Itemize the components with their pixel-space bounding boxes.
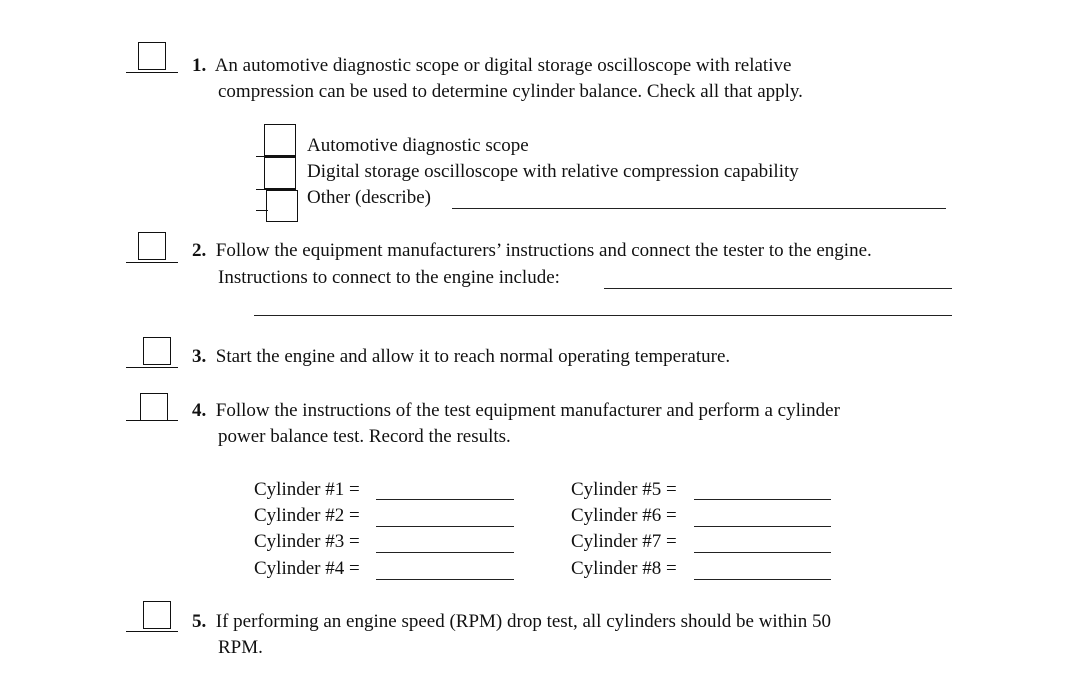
step-4-checkbox[interactable] [140, 393, 168, 421]
step-5-text-2: RPM. [218, 637, 263, 658]
cylinder-7-label: Cylinder #7 = [571, 531, 677, 552]
step-3-text-1: Start the engine and allow it to reach normal operating temperature. [215, 346, 731, 367]
option-dso-checkbox[interactable] [264, 157, 296, 189]
instructions-blank-2[interactable] [254, 315, 952, 316]
step-4-checkbox-underline [126, 420, 178, 421]
cylinder-3-blank[interactable] [376, 552, 514, 553]
cylinder-8-blank[interactable] [694, 579, 831, 580]
option-other-checkbox[interactable] [266, 190, 298, 222]
cylinder-6-label: Cylinder #6 = [571, 505, 677, 526]
option-scope-checkbox[interactable] [264, 124, 296, 156]
step-5-line-1 [192, 609, 831, 635]
step-2-number: 2. [192, 240, 207, 261]
step-3-checkbox-underline [126, 367, 178, 368]
cylinder-1-label: Cylinder #1 = [254, 479, 360, 500]
cylinder-8-label: Cylinder #8 = [571, 558, 677, 579]
step-5-checkbox-underline [126, 631, 178, 632]
step-2-line-1 [192, 238, 872, 264]
step-2-text-2: Instructions to connect to the engine include: [218, 267, 560, 288]
step-1-number: 1. [192, 55, 207, 76]
option-dso-label: Digital storage oscilloscope with relative compression capability [307, 161, 799, 182]
instructions-blank-1[interactable] [604, 288, 952, 289]
cylinder-6-blank[interactable] [694, 526, 831, 527]
cylinder-4-blank[interactable] [376, 579, 514, 580]
step-5-number: 5. [192, 611, 207, 632]
step-4-line-1 [192, 398, 840, 424]
step-1-checkbox[interactable] [138, 42, 166, 70]
step-4-text-1: Follow the instructions of the test equipment manufacturer and perform a cylinder [215, 400, 840, 421]
option-other-label: Other (describe) [307, 187, 431, 208]
step-1-text-1: An automotive diagnostic scope or digital storage oscilloscope with relative [214, 55, 792, 76]
cylinder-4-label: Cylinder #4 = [254, 558, 360, 579]
step-3-checkbox[interactable] [143, 337, 171, 365]
step-2-text-1: Follow the equipment manufacturers’ instructions and connect the tester to the engine. [215, 240, 872, 261]
other-describe-blank[interactable] [452, 208, 946, 209]
step-5-checkbox[interactable] [143, 601, 171, 629]
cylinder-1-blank[interactable] [376, 499, 514, 500]
cylinder-2-label: Cylinder #2 = [254, 505, 360, 526]
option-other-underline [256, 210, 268, 211]
cylinder-2-blank[interactable] [376, 526, 514, 527]
cylinder-3-label: Cylinder #3 = [254, 531, 360, 552]
step-1-checkbox-underline [126, 72, 178, 73]
step-3-number: 3. [192, 346, 207, 367]
option-scope-label: Automotive diagnostic scope [307, 135, 529, 156]
cylinder-5-blank[interactable] [694, 499, 831, 500]
cylinder-7-blank[interactable] [694, 552, 831, 553]
step-3-line-1 [192, 344, 730, 370]
step-4-number: 4. [192, 400, 207, 421]
cylinder-5-label: Cylinder #5 = [571, 479, 677, 500]
step-1-line-1 [192, 53, 791, 79]
step-2-checkbox[interactable] [138, 232, 166, 260]
step-5-text-1: If performing an engine speed (RPM) drop test, all cylinders should be within 50 [215, 611, 832, 632]
step-1-text-2: compression can be used to determine cylinder balance. Check all that apply. [218, 81, 803, 102]
step-4-text-2: power balance test. Record the results. [218, 426, 511, 447]
step-2-checkbox-underline [126, 262, 178, 263]
